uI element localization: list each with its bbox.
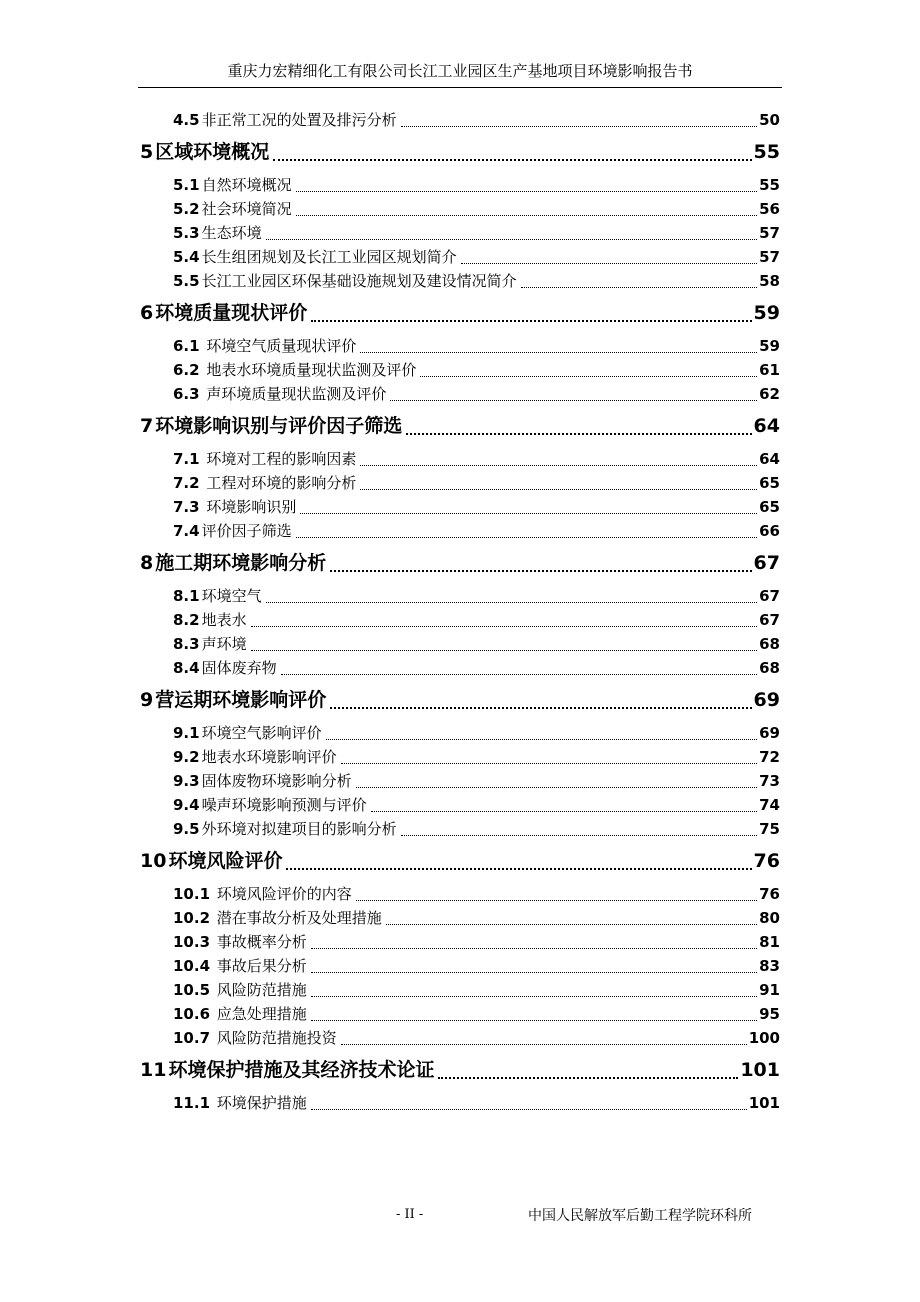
toc-entry-text: 营运期环境影响评价 bbox=[155, 689, 327, 711]
toc-entry-number: 10.7 bbox=[173, 1029, 211, 1047]
toc-chapter-entry[interactable] bbox=[140, 685, 780, 715]
toc-entry-text: 潜在事故分析及处理措施 bbox=[212, 909, 382, 927]
toc-chapter-entry[interactable] bbox=[140, 548, 780, 578]
toc-entry-title bbox=[173, 447, 356, 471]
toc-entry-page: 75 bbox=[759, 820, 780, 838]
toc-entry-number: 6.3 bbox=[173, 385, 200, 403]
toc-entry-title bbox=[173, 817, 397, 841]
dot-leader bbox=[341, 1044, 747, 1045]
toc-entry-title bbox=[173, 495, 296, 519]
toc-section-entry[interactable] bbox=[140, 745, 780, 769]
dot-leader bbox=[311, 996, 757, 997]
toc-entry-number: 9.4 bbox=[173, 796, 200, 814]
toc-entry-page: 67 bbox=[759, 611, 780, 629]
toc-chapter-entry[interactable] bbox=[140, 846, 780, 876]
toc-entry-number: 4.5 bbox=[173, 111, 200, 129]
toc-section-entry[interactable] bbox=[140, 608, 780, 632]
toc-entry-title bbox=[173, 173, 292, 197]
toc-entry-title bbox=[173, 358, 416, 382]
toc-entry-page: 56 bbox=[759, 200, 780, 218]
dot-leader bbox=[360, 489, 757, 490]
toc-section-entry[interactable] bbox=[140, 817, 780, 841]
toc-entry-title bbox=[173, 245, 457, 269]
toc-entry-number: 6.2 bbox=[173, 361, 200, 379]
dot-leader bbox=[311, 320, 751, 322]
toc-entry-number: 9 bbox=[140, 689, 154, 711]
toc-entry-title bbox=[173, 745, 337, 769]
toc-section-entry[interactable] bbox=[140, 906, 780, 930]
toc-entry-text: 环境空气质量现状评价 bbox=[201, 337, 357, 355]
toc-entry-title bbox=[140, 1055, 434, 1085]
footer-page-number: - II - bbox=[396, 1207, 424, 1222]
header-divider bbox=[138, 87, 782, 88]
toc-entry-text: 环境风险评价 bbox=[168, 850, 283, 872]
toc-entry-text: 工程对环境的影响分析 bbox=[201, 474, 357, 492]
toc-entry-page: 65 bbox=[759, 474, 780, 492]
toc-entry-number: 5 bbox=[140, 141, 154, 163]
toc-section-entry[interactable] bbox=[140, 1026, 780, 1050]
toc-entry-title bbox=[140, 685, 326, 715]
toc-entry-page: 67 bbox=[753, 552, 780, 574]
dot-leader bbox=[266, 239, 758, 240]
toc-section-entry[interactable] bbox=[140, 245, 780, 269]
toc-entry-title bbox=[173, 519, 292, 543]
dot-leader bbox=[360, 465, 757, 466]
toc-entry-page: 81 bbox=[759, 933, 780, 951]
toc-entry-text: 噪声环境影响预测与评价 bbox=[201, 796, 367, 814]
toc-chapter-entry[interactable] bbox=[140, 1055, 780, 1085]
toc-entry-number: 5.5 bbox=[173, 272, 200, 290]
dot-leader bbox=[386, 924, 757, 925]
toc-entry-number: 5.2 bbox=[173, 200, 200, 218]
toc-entry-number: 9.5 bbox=[173, 820, 200, 838]
toc-section-entry[interactable] bbox=[140, 632, 780, 656]
toc-entry-text: 区域环境概况 bbox=[155, 141, 270, 163]
toc-entry-text: 应急处理措施 bbox=[212, 1005, 307, 1023]
toc-entry-page: 57 bbox=[759, 224, 780, 242]
toc-entry-text: 环境保护措施 bbox=[212, 1094, 307, 1112]
toc-entry-title bbox=[173, 382, 386, 406]
toc-section-entry[interactable] bbox=[140, 1002, 780, 1026]
dot-leader bbox=[341, 763, 758, 764]
toc-entry-page: 95 bbox=[759, 1005, 780, 1023]
toc-section-entry[interactable] bbox=[140, 882, 780, 906]
dot-leader bbox=[521, 287, 758, 288]
toc-entry-title bbox=[173, 978, 307, 1002]
dot-leader bbox=[311, 972, 757, 973]
dot-leader bbox=[390, 400, 757, 401]
toc-entry-number: 7.2 bbox=[173, 474, 200, 492]
toc-entry-page: 69 bbox=[753, 689, 780, 711]
toc-section-entry[interactable] bbox=[140, 721, 780, 745]
dot-leader bbox=[296, 537, 758, 538]
toc-entry-number: 8 bbox=[140, 552, 154, 574]
toc-entry-text: 长生组团规划及长江工业园区规划简介 bbox=[201, 248, 457, 266]
toc-entry-text: 声环境 bbox=[201, 635, 247, 653]
toc-entry-number: 6.1 bbox=[173, 337, 200, 355]
toc-entry-title bbox=[173, 721, 322, 745]
toc-entry-page: 83 bbox=[759, 957, 780, 975]
toc-entry-number: 9.2 bbox=[173, 748, 200, 766]
dot-leader bbox=[300, 513, 757, 514]
toc-entry-text: 环境保护措施及其经济技术论证 bbox=[168, 1059, 435, 1081]
toc-entry-text: 地表水 bbox=[201, 611, 247, 629]
toc-entry-number: 5.3 bbox=[173, 224, 200, 242]
toc-section-entry[interactable] bbox=[140, 471, 780, 495]
toc-entry-text: 风险防范措施 bbox=[212, 981, 307, 999]
toc-entry-text: 地表水环境质量现状监测及评价 bbox=[201, 361, 417, 379]
toc-entry-page: 55 bbox=[759, 176, 780, 194]
toc-entry-page: 100 bbox=[748, 1029, 780, 1047]
toc-entry-number: 7.1 bbox=[173, 450, 200, 468]
toc-entry-text: 外环境对拟建项目的影响分析 bbox=[201, 820, 397, 838]
toc-entry-text: 环境空气影响评价 bbox=[201, 724, 322, 742]
toc-section-entry[interactable] bbox=[140, 221, 780, 245]
toc-chapter-entry[interactable] bbox=[140, 411, 780, 441]
dot-leader bbox=[330, 570, 751, 572]
toc-entry-title bbox=[173, 584, 262, 608]
toc-entry-title bbox=[173, 1002, 307, 1026]
toc-entry-number: 8.3 bbox=[173, 635, 200, 653]
toc-entry-title bbox=[173, 656, 277, 680]
toc-entry-page: 64 bbox=[759, 450, 780, 468]
toc-entry-text: 固体废弃物 bbox=[201, 659, 277, 677]
toc-entry-text: 环境对工程的影响因素 bbox=[201, 450, 357, 468]
toc-entry-title bbox=[173, 632, 247, 656]
toc-entry-page: 62 bbox=[759, 385, 780, 403]
toc-entry-page: 64 bbox=[753, 415, 780, 437]
toc-entry-page: 50 bbox=[759, 111, 780, 129]
toc-entry-page: 67 bbox=[759, 587, 780, 605]
toc-entry-page: 59 bbox=[753, 302, 780, 324]
toc-entry-title bbox=[173, 906, 382, 930]
toc-section-entry[interactable] bbox=[140, 447, 780, 471]
toc-entry-text: 环境空气 bbox=[201, 587, 262, 605]
toc-entry-number: 10.6 bbox=[173, 1005, 211, 1023]
dot-leader bbox=[311, 1109, 747, 1110]
toc-section-entry[interactable] bbox=[140, 954, 780, 978]
toc-entry-text: 生态环境 bbox=[201, 224, 262, 242]
footer-organization: 中国人民解放军后勤工程学院环科所 bbox=[528, 1208, 752, 1224]
toc-section-entry[interactable] bbox=[140, 930, 780, 954]
toc-entry-text: 自然环境概况 bbox=[201, 176, 292, 194]
toc-entry-title bbox=[173, 108, 397, 132]
toc-entry-page: 76 bbox=[759, 885, 780, 903]
dot-leader bbox=[311, 1020, 757, 1021]
toc-entry-text: 环境影响识别 bbox=[201, 498, 297, 516]
toc-section-entry[interactable] bbox=[140, 793, 780, 817]
toc-section-entry[interactable] bbox=[140, 334, 780, 358]
toc-chapter-entry[interactable] bbox=[140, 298, 780, 328]
toc-entry-text: 评价因子筛选 bbox=[201, 522, 292, 540]
dot-leader bbox=[406, 433, 751, 435]
running-header: 重庆力宏精细化工有限公司长江工业园区生产基地项目环境影响报告书 bbox=[227, 62, 693, 80]
toc-entry-page: 59 bbox=[759, 337, 780, 355]
dot-leader bbox=[356, 787, 758, 788]
dot-leader bbox=[461, 263, 758, 264]
toc-entry-title bbox=[140, 137, 269, 167]
dot-leader bbox=[281, 674, 758, 675]
dot-leader bbox=[251, 626, 758, 627]
toc-entry-number: 7.3 bbox=[173, 498, 200, 516]
dot-leader bbox=[356, 900, 757, 901]
dot-leader bbox=[420, 376, 757, 377]
toc-section-entry[interactable] bbox=[140, 1091, 780, 1115]
dot-leader bbox=[326, 739, 758, 740]
toc-section-entry[interactable] bbox=[140, 382, 780, 406]
toc-entry-number: 10 bbox=[140, 850, 167, 872]
toc-entry-number: 10.2 bbox=[173, 909, 211, 927]
dot-leader bbox=[371, 811, 758, 812]
dot-leader bbox=[251, 650, 758, 651]
toc-entry-title bbox=[173, 954, 307, 978]
toc-section-entry[interactable] bbox=[140, 769, 780, 793]
toc-entry-page: 69 bbox=[759, 724, 780, 742]
toc-section-entry[interactable] bbox=[140, 978, 780, 1002]
toc-entry-page: 73 bbox=[759, 772, 780, 790]
dot-leader bbox=[273, 159, 751, 161]
toc-entry-title bbox=[173, 1091, 307, 1115]
toc-entry-number: 11.1 bbox=[173, 1094, 211, 1112]
toc-entry-text: 地表水环境影响评价 bbox=[201, 748, 337, 766]
toc-entry-title bbox=[173, 221, 262, 245]
dot-leader bbox=[296, 215, 758, 216]
toc-entry-title bbox=[173, 793, 367, 817]
toc-section-entry[interactable] bbox=[140, 197, 780, 221]
toc-section-entry[interactable] bbox=[140, 584, 780, 608]
toc-entry-text: 固体废物环境影响分析 bbox=[201, 772, 352, 790]
toc-entry-title bbox=[173, 197, 292, 221]
toc-entry-title bbox=[173, 882, 352, 906]
toc-entry-title bbox=[173, 269, 517, 293]
toc-entry-text: 非正常工况的处置及排污分析 bbox=[201, 111, 397, 129]
toc-entry-title bbox=[173, 930, 307, 954]
toc-entry-page: 80 bbox=[759, 909, 780, 927]
toc-entry-number: 10.5 bbox=[173, 981, 211, 999]
toc-entry-text: 风险防范措施投资 bbox=[212, 1029, 337, 1047]
toc-entry-number: 6 bbox=[140, 302, 154, 324]
toc-entry-number: 10.1 bbox=[173, 885, 211, 903]
toc-section-entry[interactable] bbox=[140, 108, 780, 132]
toc-entry-text: 声环境质量现状监测及评价 bbox=[201, 385, 387, 403]
toc-entry-number: 9.3 bbox=[173, 772, 200, 790]
toc-entry-text: 环境影响识别与评价因子筛选 bbox=[155, 415, 403, 437]
dot-leader bbox=[438, 1077, 738, 1079]
toc-entry-number: 7.4 bbox=[173, 522, 200, 540]
toc-entry-text: 环境质量现状评价 bbox=[155, 302, 308, 324]
toc-entry-text: 长江工业园区环保基础设施规划及建设情况简介 bbox=[201, 272, 517, 290]
toc-entry-title bbox=[140, 411, 402, 441]
dot-leader bbox=[401, 126, 758, 127]
toc-entry-number: 5.1 bbox=[173, 176, 200, 194]
toc-chapter-entry[interactable] bbox=[140, 137, 780, 167]
toc-entry-number: 7 bbox=[140, 415, 154, 437]
toc-entry-text: 事故概率分析 bbox=[212, 933, 307, 951]
toc-entry-title bbox=[173, 1026, 337, 1050]
toc-entry-number: 9.1 bbox=[173, 724, 200, 742]
dot-leader bbox=[286, 868, 751, 870]
toc-entry-title bbox=[140, 298, 307, 328]
toc-entry-number: 8.4 bbox=[173, 659, 200, 677]
toc-entry-title bbox=[173, 769, 352, 793]
toc-entry-page: 74 bbox=[759, 796, 780, 814]
toc-entry-number: 11 bbox=[140, 1059, 167, 1081]
toc-entry-text: 施工期环境影响分析 bbox=[155, 552, 327, 574]
toc-entry-page: 101 bbox=[740, 1059, 780, 1081]
toc-section-entry[interactable] bbox=[140, 358, 780, 382]
toc-section-entry[interactable] bbox=[140, 495, 780, 519]
toc-entry-number: 5.4 bbox=[173, 248, 200, 266]
toc-entry-page: 72 bbox=[759, 748, 780, 766]
toc-entry-text: 事故后果分析 bbox=[212, 957, 307, 975]
dot-leader bbox=[360, 352, 757, 353]
dot-leader bbox=[401, 835, 758, 836]
toc-entry-page: 68 bbox=[759, 635, 780, 653]
dot-leader bbox=[311, 948, 757, 949]
toc-entry-page: 55 bbox=[753, 141, 780, 163]
toc-entry-title bbox=[173, 334, 356, 358]
toc-entry-page: 101 bbox=[748, 1094, 780, 1112]
toc-entry-page: 65 bbox=[759, 498, 780, 516]
toc-entry-title bbox=[140, 846, 282, 876]
toc-entry-page: 68 bbox=[759, 659, 780, 677]
dot-leader bbox=[296, 191, 758, 192]
toc-section-entry[interactable] bbox=[140, 173, 780, 197]
toc-section-entry[interactable] bbox=[140, 269, 780, 293]
toc-entry-number: 8.1 bbox=[173, 587, 200, 605]
toc-entry-text: 社会环境简况 bbox=[201, 200, 292, 218]
table-of-contents bbox=[140, 108, 780, 1115]
toc-entry-page: 57 bbox=[759, 248, 780, 266]
toc-entry-title bbox=[173, 471, 356, 495]
toc-section-entry[interactable] bbox=[140, 519, 780, 543]
dot-leader bbox=[330, 707, 751, 709]
toc-entry-number: 10.3 bbox=[173, 933, 211, 951]
toc-entry-page: 76 bbox=[753, 850, 780, 872]
dot-leader bbox=[266, 602, 758, 603]
toc-entry-page: 91 bbox=[759, 981, 780, 999]
toc-section-entry[interactable] bbox=[140, 656, 780, 680]
toc-entry-page: 58 bbox=[759, 272, 780, 290]
toc-entry-page: 66 bbox=[759, 522, 780, 540]
toc-entry-number: 10.4 bbox=[173, 957, 211, 975]
toc-entry-number: 8.2 bbox=[173, 611, 200, 629]
toc-entry-title bbox=[173, 608, 247, 632]
toc-entry-page: 61 bbox=[759, 361, 780, 379]
toc-entry-text: 环境风险评价的内容 bbox=[212, 885, 352, 903]
toc-entry-title bbox=[140, 548, 326, 578]
